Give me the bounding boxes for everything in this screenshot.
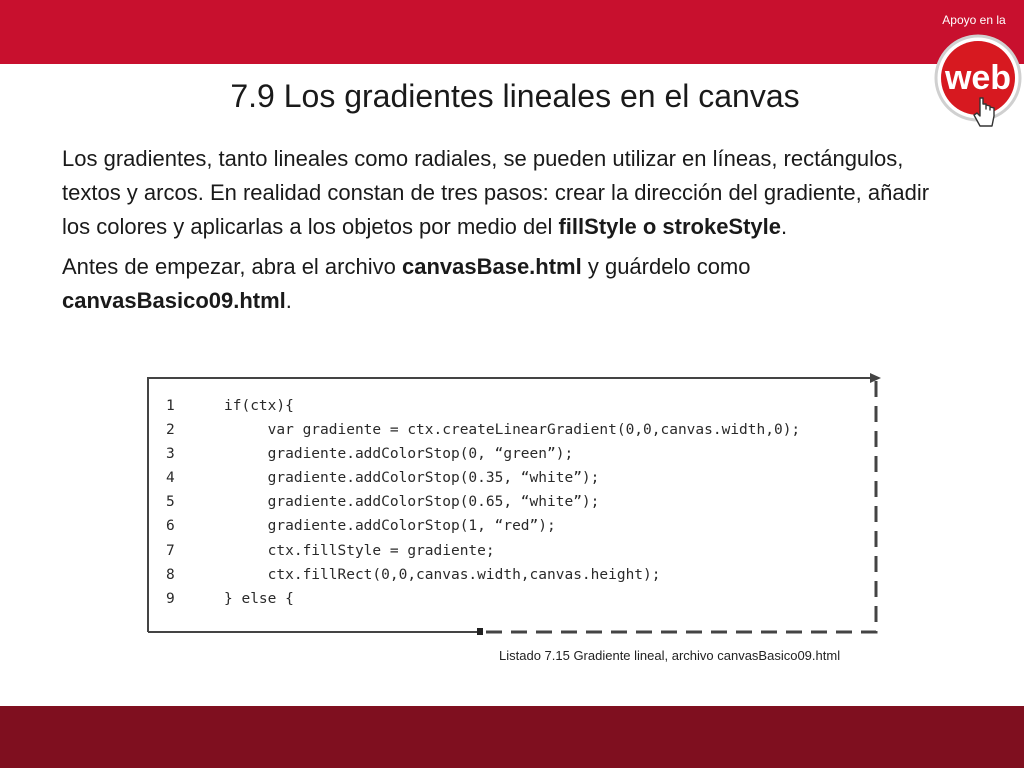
paragraph-1-bold-a: fillStyle o strokeStyle: [558, 214, 782, 239]
code-text: gradiente.addColorStop(0.35, “white”);: [224, 470, 600, 487]
code-line: [166, 539, 800, 563]
logo-caption: Apoyo en la: [942, 13, 1006, 27]
code-line: [166, 490, 800, 514]
code-text: var gradiente = ctx.createLinearGradient(0,0,canvas.width,0);: [224, 422, 801, 439]
code-listing: [166, 394, 800, 611]
line-number: 4: [166, 470, 175, 487]
code-text: ctx.fillRect(0,0,canvas.width,canvas.height);: [224, 566, 661, 583]
logo-word: web: [944, 59, 1012, 97]
line-number: 5: [166, 494, 175, 511]
code-line: [166, 466, 800, 490]
paragraph-1-text-b: .: [781, 214, 788, 239]
paragraph-2-text-a: Antes de empezar, abra el archivo: [62, 254, 402, 279]
paragraph-2-bold-b: canvasBasico09.html: [62, 288, 286, 313]
code-line: [166, 418, 800, 442]
paragraph-1-text-a: Los gradientes, tanto lineales como radiales, se pueden utilizar en líneas, rectángulos, textos y arcos. En realidad constan de tres pasos: crear la dirección del gradiente, añadir los colores y aplicarlas a los objetos por medio del: [62, 146, 930, 239]
code-line: [166, 514, 800, 538]
apoyo-web-logo: [924, 8, 1024, 138]
listing-caption: Listado 7.15 Gradiente lineal, archivo canvasBasico09.html: [499, 648, 841, 663]
line-number: 2: [166, 422, 175, 439]
line-number: 6: [166, 518, 175, 535]
code-text: ctx.fillStyle = gradiente;: [224, 542, 495, 559]
line-number: 8: [166, 566, 175, 583]
paragraph-2: [62, 250, 962, 318]
paragraph-1: [62, 142, 962, 244]
page-title: 7.9 Los gradientes lineales en el canvas: [230, 78, 800, 114]
code-line: [166, 442, 800, 466]
code-line: [166, 587, 800, 611]
line-number: 1: [166, 398, 175, 414]
paragraph-2-text-c: .: [285, 288, 292, 313]
code-text: if(ctx){: [224, 398, 294, 414]
code-line: [166, 394, 800, 418]
code-text: gradiente.addColorStop(0, “green”);: [224, 446, 574, 463]
body-text: [62, 142, 962, 324]
code-line: [166, 563, 800, 587]
line-number: 7: [166, 542, 175, 559]
paragraph-2-bold-a: canvasBase.html: [401, 254, 582, 279]
paragraph-2-text-b: y guárdelo como: [581, 254, 751, 279]
code-text: gradiente.addColorStop(1, “red”);: [224, 518, 556, 535]
line-number: 3: [166, 446, 175, 463]
code-text: gradiente.addColorStop(0.65, “white”);: [224, 494, 600, 511]
code-text: } else {: [224, 590, 294, 607]
line-number: 9: [166, 590, 175, 607]
logo-graphic: [924, 8, 1024, 138]
footer-band: [0, 706, 1024, 768]
header-band: [0, 0, 1024, 64]
